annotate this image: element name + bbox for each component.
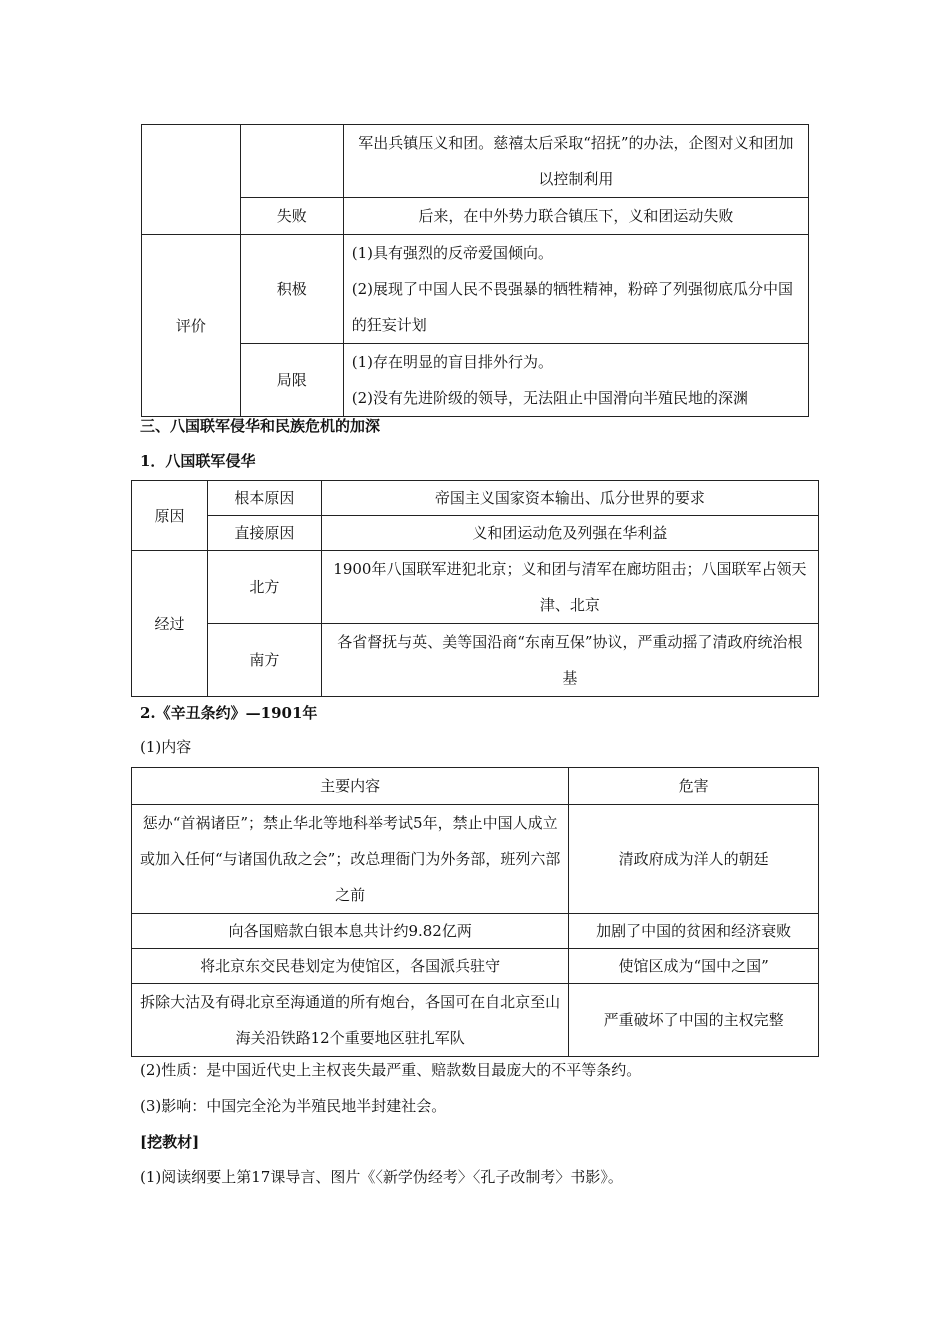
cell-text: 各省督抚与英、美等国沿商“东南互保”协议，严重动摇了清政府统治根基 xyxy=(321,624,818,697)
cell-label: 局限 xyxy=(240,344,343,417)
cell-text: 惩办“首祸诸臣”；禁止华北等地科举考试5年，禁止中国人成立或加入任何“与诸国仇敌之会”；改总理衙门为外务部，班列六部之前 xyxy=(132,805,569,914)
cell-text: 1900年八国联军进犯北京；义和团与清军在廊坊阻击；八国联军占领天津、北京 xyxy=(321,551,818,624)
cell-label: 南方 xyxy=(207,624,321,697)
table-row xyxy=(142,235,809,344)
table-row xyxy=(142,125,809,198)
cell-label: 评价 xyxy=(142,235,241,417)
table-row xyxy=(132,516,819,551)
cell-label: 直接原因 xyxy=(207,516,321,551)
cell-text: 清政府成为洋人的朝廷 xyxy=(569,805,819,914)
text-line: (2)没有先进阶级的领导，无法阻止中国滑向半殖民地的深渊 xyxy=(351,389,748,407)
table-row xyxy=(132,551,819,624)
column-header: 危害 xyxy=(569,768,819,805)
table-row xyxy=(132,481,819,516)
empty-cell xyxy=(240,125,343,198)
impact-text: (3)影响：中国完全沦为半殖民地半封建社会。 xyxy=(140,1097,447,1115)
table-row xyxy=(132,914,819,949)
cell-text xyxy=(343,344,808,417)
section-title: 三、八国联军侵华和民族危机的加深 xyxy=(140,417,381,435)
table-eight-nation-alliance xyxy=(131,480,819,697)
cell-label: 经过 xyxy=(132,551,208,697)
table-header-row xyxy=(132,768,819,805)
cell-text xyxy=(343,235,808,344)
table-row xyxy=(132,984,819,1057)
table-row xyxy=(142,344,809,417)
dig-text: (1)阅读纲要上第17课导言、图片《〈新学伪经考〉〈孔子改制考〉书影》。 xyxy=(140,1168,623,1186)
content-label: (1)内容 xyxy=(140,738,192,756)
table-row xyxy=(132,805,819,914)
cell-text: 向各国赔款白银本息共计约9.82亿两 xyxy=(132,914,569,949)
table-boxer-evaluation xyxy=(141,124,809,417)
nature-text: (2)性质：是中国近代史上主权丧失最严重、赔款数目最庞大的不平等条约。 xyxy=(140,1061,642,1079)
table-row xyxy=(142,198,809,235)
subsection-title: 2.《辛丑条约》—1901年 xyxy=(140,704,318,722)
table-treaty-content xyxy=(131,767,819,1057)
dig-title: [挖教材] xyxy=(140,1133,200,1151)
text-line: (2)展现了中国人民不畏强暴的牺牲精神，粉碎了列强彻底瓜分中国的狂妄计划 xyxy=(351,280,793,334)
cell-label: 积极 xyxy=(240,235,343,344)
empty-cell xyxy=(142,125,241,235)
table-row xyxy=(132,624,819,697)
cell-text: 义和团运动危及列强在华利益 xyxy=(321,516,818,551)
cell-label: 原因 xyxy=(132,481,208,551)
text-line: (1)具有强烈的反帝爱国倾向。 xyxy=(351,244,553,262)
cell-text: 将北京东交民巷划定为使馆区，各国派兵驻守 xyxy=(132,949,569,984)
cell-label: 根本原因 xyxy=(207,481,321,516)
cell-text: 拆除大沽及有碍北京至海通道的所有炮台，各国可在自北京至山海关沿铁路12个重要地区驻扎军队 xyxy=(132,984,569,1057)
cell-text: 加剧了中国的贫困和经济衰败 xyxy=(569,914,819,949)
text-line: (1)存在明显的盲目排外行为。 xyxy=(351,353,553,371)
subsection-title: 1．八国联军侵华 xyxy=(140,452,256,470)
column-header: 主要内容 xyxy=(132,768,569,805)
cell-text: 帝国主义国家资本输出、瓜分世界的要求 xyxy=(321,481,818,516)
cell-text: 后来，在中外势力联合镇压下，义和团运动失败 xyxy=(343,198,808,235)
cell-label: 失败 xyxy=(240,198,343,235)
cell-text: 军出兵镇压义和团。慈禧太后采取“招抚”的办法，企图对义和团加以控制利用 xyxy=(343,125,808,198)
table-row xyxy=(132,949,819,984)
cell-label: 北方 xyxy=(207,551,321,624)
cell-text: 严重破坏了中国的主权完整 xyxy=(569,984,819,1057)
cell-text: 使馆区成为“国中之国” xyxy=(569,949,819,984)
